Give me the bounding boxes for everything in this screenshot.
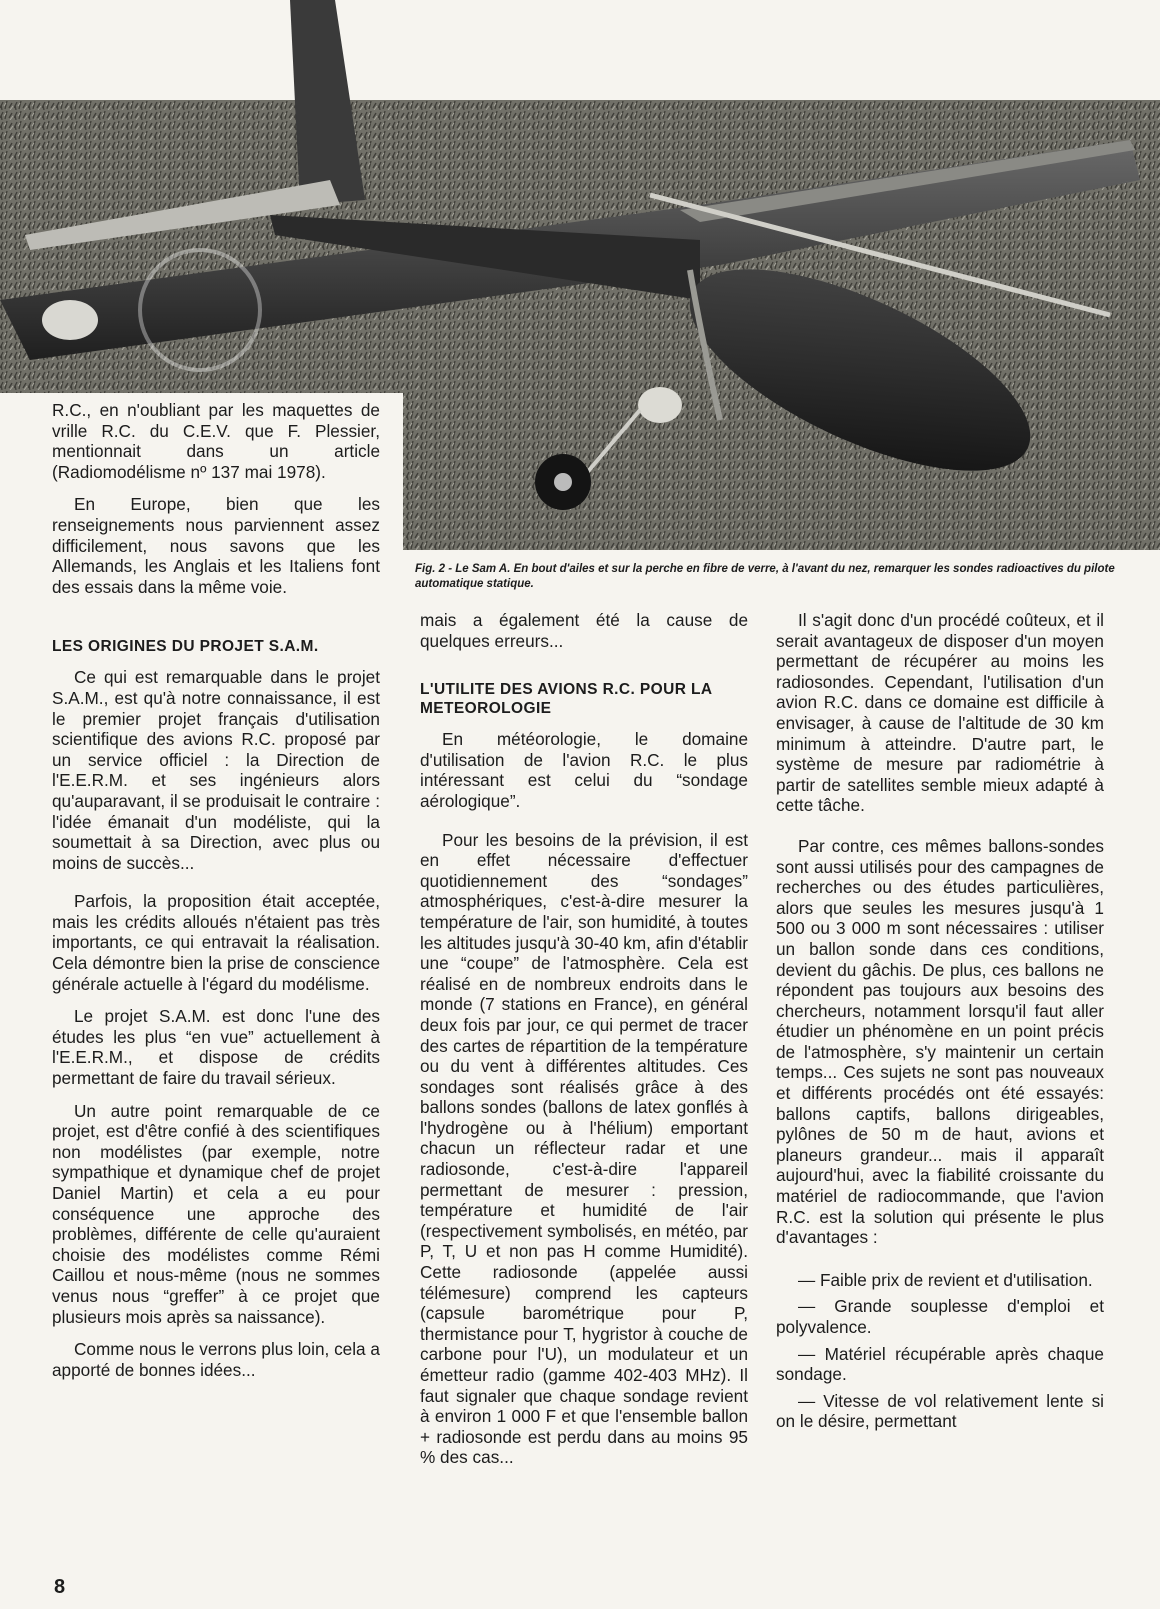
paragraph: Par contre, ces mêmes ballons-sondes sont aussi utilisés pour des campagnes de recherches ou des études particulières, alors que seules les mesures jusqu'à 1 500 ou 3 000 m sont nécessaires : utiliser un ballon sonde dans ces conditions, devient du gâchis. De plus, ces ballons ne répondent pas toujours aux besoins des chercheurs, notamment lorsqu'il faut aller étudier un phénomène en un point précis de l'atmosphère, s'y maintenir un certain temps... Ces sujets ne sont pas nouveaux et différents procédés ont été essayés: ballons captifs, ballons dirigeables, pylônes de 50 m de haut, avions et planeurs grandeur... mais il apparaît aujourd'hui, avec la fiabilité croissante du matériel de radiocommande, que l'avion R.C. est la solution qui présente le plus d'avantages : — [776, 835, 1104, 1248]
paragraph: Ce qui est remarquable dans le projet S.A.M., est qu'à notre connaissance, il est le premier projet français d'utilisation scientifique des avions R.C. proposé par un service officiel : la Direction de l'E.E.R.M. et ses ingénieurs alors qu'auparavant, il se produisait le contraire : l'idée émanait d'un modéliste, qui la soumettait à sa Direction, avec plus ou moins de succès... — [52, 667, 380, 873]
column-3 — [776, 610, 1104, 1432]
list-item: — Faible prix de revient et d'utilisation. — [798, 1269, 1093, 1290]
page-number: 8 — [54, 1576, 66, 1598]
figure-caption: Fig. 2 - Le Sam A. En bout d'ailes et sur la perche en fibre de verre, à l'avant du nez, remarquer les sondes radioactives du pilote automatique statique. — [415, 563, 1115, 590]
paragraph: Comme nous le verrons plus loin, cela a apporté de bonnes idées... — [52, 1339, 380, 1380]
section-heading: L'UTILITE DES AVIONS R.C. POUR LA METEOROLOGIE — [420, 681, 712, 718]
paragraph: En Europe, bien que les renseignements nous parviennent assez difficilement, nous savons que les Allemands, les Anglais et les Italiens font des essais dans la même voie. — [52, 494, 380, 597]
paragraph: R.C., en n'oubliant par les maquettes de vrille R.C. du C.E.V. que F. Plessier, mentionnait dans un article (Radiomodélisme nº 137 mai 1978). — [52, 400, 380, 482]
column-1 — [52, 400, 380, 1380]
paragraph: En météorologie, le domaine d'utilisation de l'avion R.C. le plus intéressant est celui du “sondage aérologique”. — [420, 729, 748, 811]
paragraph: Il s'agit donc d'un procédé coûteux, et il serait avantageux de disposer d'un moyen permettant de récupérer au moins les radiosondes. Cependant, l'utilisation d'un avion R.C. dans ce domaine est difficile à envisager, à cause de l'altitude de 30 km minimum à atteindre. D'autre part, le système de mesure par radiométrie à partir de satellites semble mieux adapté à cette tâche. — [776, 610, 1104, 816]
paragraph: Pour les besoins de la prévision, il est en effet nécessaire d'effectuer quotidiennement des “sondages” atmosphériques, c'est-à-dire mesurer la température de l'air, son humidité, à toutes les altitudes jusqu'à 30-40 km, afin d'établir une “coupe” de l'atmosphère. Cela est réalisé en de nombreux endroits dans le monde (7 stations en France), en général deux fois par jour, ce qui permet de tracer des cartes de répartition de la température ou du vent à différentes altitudes. Ces sondages sont réalisés grâce à des ballons sondes (ballons de latex gonflés à l'hydrogène ou à l'hélium) emportant chacun un réflecteur radar et une radiosonde, c'est-à-dire l'appareil permettant de mesurer : pression, température et humidité de l'air (respectivement symbolisés, en météo, par P, T, U et non pas H comme Humidité). Cette radiosonde (appelée aussi télémesure) comprend les capteurs (capsule barométrique pour P, thermistance pour T, hygristor à couche de carbone pour l'U), un modulateur et un émetteur radio (gamme 402-403 MHz). Il faut signaler que chaque sondage revient à environ 1 000 F et que l'ensemble ballon + radiosonde est perdu dans au moins 95 % des cas... — [420, 829, 748, 1468]
paragraph: Le projet S.A.M. est donc l'une des études les plus “en vue” actuellement à l'E.E.R.M., et dispose de crédits permettant de faire du travail sérieux. — [52, 1006, 380, 1089]
column-2 — [420, 610, 748, 1468]
paragraph: Un autre point remarquable de ce projet, est d'être confié à des scientifiques non modélistes (par exemple, notre sympathique et dynamique chef de projet Daniel Martin) et cela a eu pour conséquence une approche des problèmes, différente de celle qu'auraient choisie des modélistes comme Rémi Caillou et nous-même (nous ne sommes venus nous “greffer” à ce projet que plusieurs mois après sa naissance). — [52, 1100, 380, 1327]
paragraph: Parfois, la proposition était acceptée, mais les crédits alloués n'étaient pas très importants, ce qui entravait la réalisation. Cela démontre bien la prise de conscience générale actuelle à l'égard du modélisme. — [52, 891, 380, 994]
list-item: — Grande souplesse d'emploi et polyvalence. — [776, 1296, 1104, 1337]
list-item: — Matériel récupérable après chaque sondage. — [776, 1343, 1104, 1385]
section-heading: LES ORIGINES DU PROJET S.A.M. — [52, 638, 319, 656]
list-item: — Vitesse de vol relativement lente si on le désire, permettant — [776, 1390, 1104, 1432]
paragraph: mais a également été la cause de quelques erreurs... — [420, 610, 748, 651]
